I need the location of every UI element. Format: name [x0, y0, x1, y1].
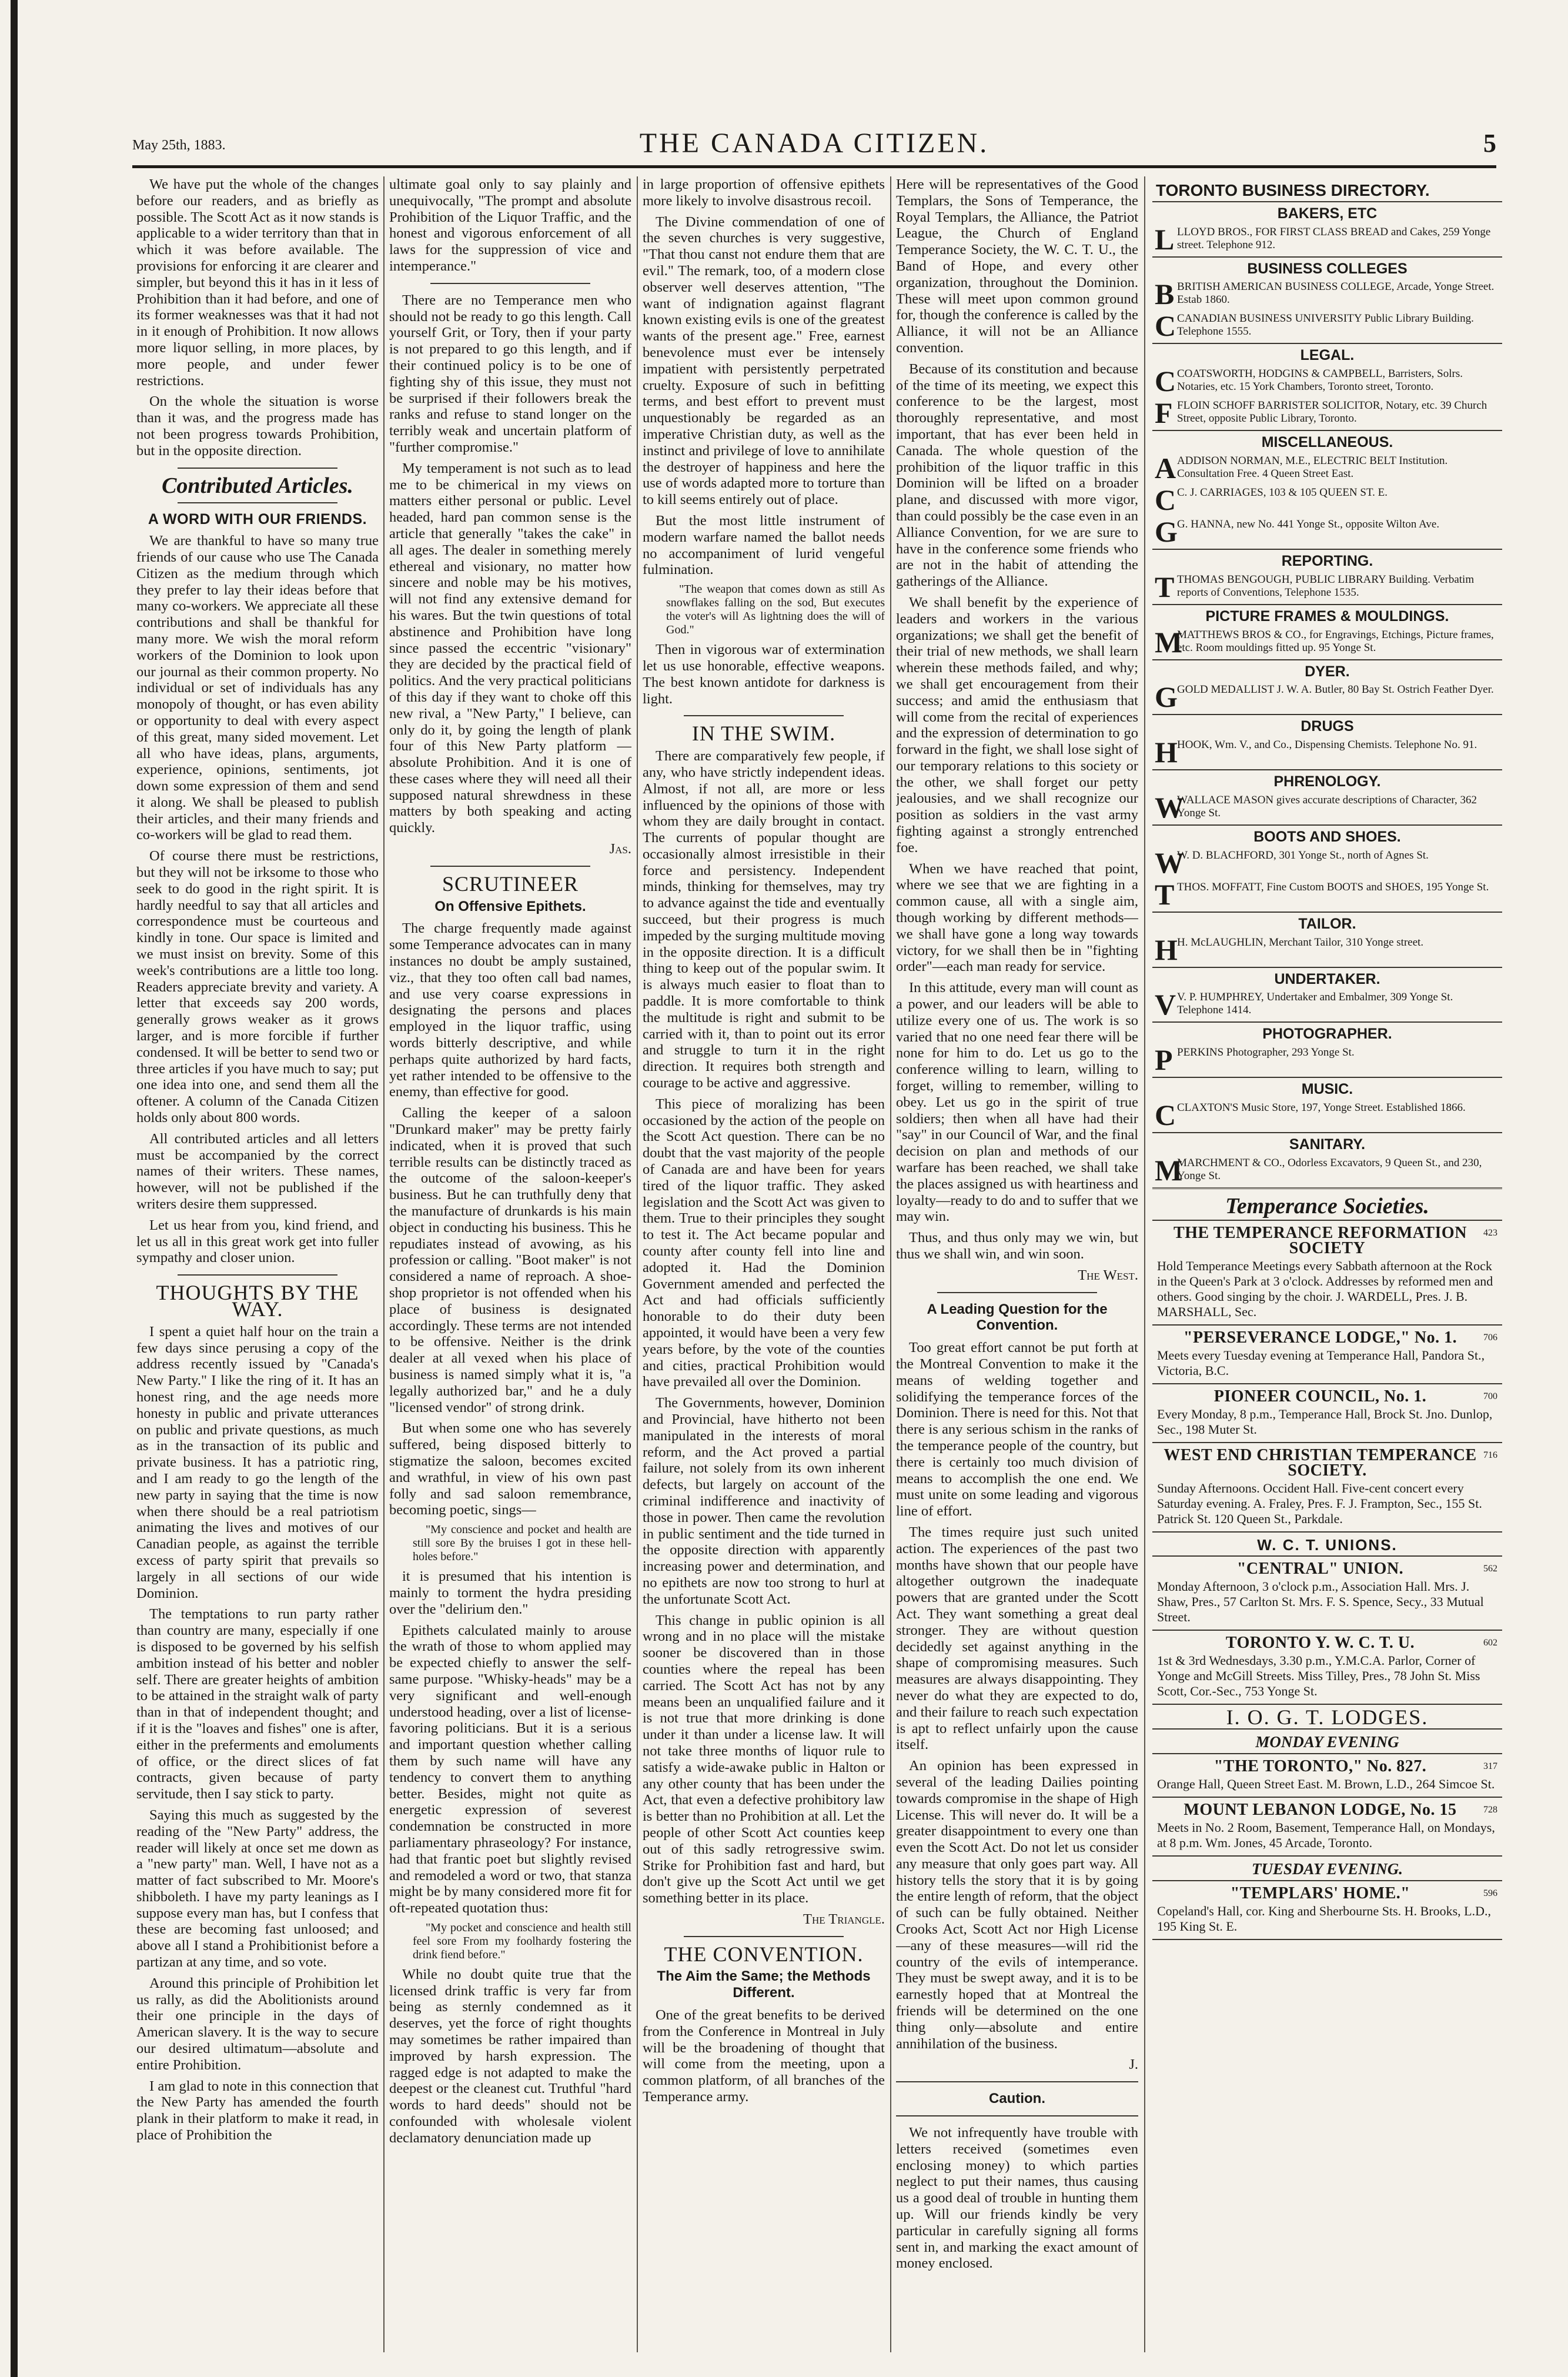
drop-cap: M [1155, 1153, 1183, 1187]
article-title: THE CONVENTION. [664, 1942, 864, 1966]
paragraph: The charge frequently made against some Temperance advocates can in many instances no doubt be amply sustained, viz., that they too often call bad names, and use very coarse expressions in designating the persons and places employed in the liquor traffic, using words bitterly descriptive, and while perhaps quite authorized by hard facts, yet rather intended to be offensive to the enemy, than effective for good. [389, 920, 631, 1100]
directory-entry [1152, 572, 1502, 604]
paragraph: My temperament is not such as to lead me to be chimerical in my views on matters either personal or public. Level headed, hard pan common sense is the article that generally "takes the cake" in all ages. The dealer in something merely ethereal and visionary, no matter how sincere and noble may be his motives, will not find any extensive demand for his wares. But the twin questions of total abstinence and Prohibition have long since passed the eccentric "visionary" they are decided by the practical field of politics. And the very practical politicians of this day if they want to choke off this new rival, a "New Party," I believe, can only do it, by going the length of plank four of this New Party platform — absolute Prohibition. And it is one of these cases where they will need all their supposed natural shrewdness in these matters by both speaking and acting quickly. [389, 460, 631, 836]
verse-quote: "My conscience and pocket and health are still sore By the bruises I got in these hell-holes before." [413, 1523, 631, 1564]
drop-cap: C [1155, 365, 1176, 398]
directory-entry-text: THOMAS BENGOUGH, PUBLIC LIBRARY Building. Verbatim reports of Conventions, Telephone 1535. [1177, 573, 1475, 599]
issue-date: May 25th, 1883. [132, 138, 226, 153]
paragraph: Of course there must be restrictions, but they will not be irksome to those who seek to do good in the right spirit. It is hardly needful to say that all articles and correspondence must be courteous and kindly in tone. Our space is limited and we must insist on brevity. Some of this week's contributions are a little too long. Readers appreciate brevity and variety. A letter that exceeds say 200 words, generally grows weaker as it grows larger, and is more forcible if further condensed. It will be better to send two or three articles if you have much to say; put one idea into one, and send them all the oftener. A column of the Canada Citizen holds only about 800 words. [136, 848, 379, 1126]
directory-entry-text: THOS. MOFFATT, Fine Custom BOOTS and SHOES, 195 Yonge St. [1177, 880, 1489, 893]
tuesday-heading: TUESDAY EVENING. [1152, 1857, 1502, 1881]
paragraph: On the whole the situation is worse than it was, and the progress made has not been progress towards Prohibition, but in the opposite direction. [136, 393, 379, 459]
drop-cap: L [1155, 222, 1175, 256]
drop-cap: C [1155, 309, 1176, 343]
divider [178, 502, 337, 503]
directory-entry-text: MATTHEWS BROS & CO., for Engravings, Etchings, Picture frames, etc. Room mouldings fitted up. 95 Yonge St. [1177, 628, 1494, 654]
paragraph: in large proportion of offensive epithets more likely to involve disastrous recoil. [643, 176, 885, 209]
signature: Jas. [609, 841, 631, 857]
paragraph: There are comparatively few people, if any, who have strictly independent ideas. Almost, if not all, are more or less influenced by the opinions of those with whom they are daily brought in contact. The currents of popular thought are occasionally almost irresistible in their force and persistency. Independent minds, thinking for themselves, may try to advance against the tide and eventually succeed, but their progress is much impeded by the surging multitude moving in the opposite direction. It is a difficult thing to keep out of the popular swim. It is always much easier to float than to paddle. It is more comfortable to think the multitude is right and submit to be carried with it, than to point out its error and struggle to turn it in the right direction. It requires both strength and courage to be active and aggressive. [643, 748, 885, 1091]
notice-number: 706 [1483, 1332, 1497, 1343]
drop-cap: W [1155, 846, 1184, 879]
society-name: WEST END CHRISTIAN TEMPERANCE SOCIETY. [1164, 1445, 1477, 1480]
society-details: Orange Hall, Queen Street East. M. Brown, L.D., 264 Simcoe St. [1157, 1776, 1495, 1791]
directory-entry-text: LLOYD BROS., FOR FIRST CLASS BREAD and Cakes, 259 Yonge street. Telephone 912. [1177, 225, 1491, 251]
column-3 [643, 176, 885, 2352]
column-1 [136, 176, 379, 2352]
society-name: MOUNT LEBANON LODGE, No. 15 [1183, 1800, 1457, 1819]
society-details: 1st & 3rd Wednesdays, 3.30 p.m., Y.M.C.A. Parlor, Corner of Yonge and McGill Streets. Miss Tilley, Pres., 78 John St. Miss Scott, Cor.-Sec., 753 Yonge St. [1157, 1653, 1480, 1699]
society-name: PIONEER COUNCIL, No. 1. [1213, 1387, 1427, 1405]
paragraph: Around this principle of Prohibition let us rally, as did the Abolitionists around their one principle in the days of American slavery. It is the way to secure our desired ultimatum—absolute and entire Prohibition. [136, 1975, 379, 2073]
paragraph: The temptations to run party rather than country are many, especially if one is disposed to be governed by his selfish ambition instead of his better and nobler self. There are greater heights of ambition to be attained in the straight walk of party than in that of independent thought; and if it is the "loaves and fishes" one is after, either in the preferments and emoluments of office, or the direct slices of fat contracts, given because of party servitude, then I say stick to party. [136, 1606, 379, 1802]
directory-entry [1152, 935, 1502, 967]
notice-title: Caution. [989, 2091, 1045, 2107]
society-notice [1152, 1326, 1502, 1384]
lodges-heading: I. O. G. T. LODGES. [1152, 1705, 1502, 1730]
binding-edge [11, 0, 18, 2377]
column-divider [1144, 176, 1145, 2352]
notice-number: 562 [1483, 1564, 1497, 1574]
section-heading: Contributed Articles. [162, 473, 353, 498]
directory-section-heading: UNDERTAKER. [1152, 967, 1502, 990]
divider [178, 468, 337, 469]
article-subtitle: The Aim the Same; the Methods Different. [657, 1968, 871, 2001]
society-notice [1152, 1631, 1502, 1705]
paragraph: But when some one who has severely suffered, being disposed bitterly to stigmatize the saloon, becomes excited and wrathful, in view of his own past folly and sad saloon remembrance, becoming poetic, sings— [389, 1420, 631, 1518]
paragraph: The Governments, however, Dominion and Provincial, have hitherto not been manipulated in the interests of moral reform, and the Act proved a partial failure, not solely from its own inherent defects, but largely on account of the criminal indifference and inactivity of those in power. Then came the revolution in public sentiment and the tide turned in the opposite direction with apparently increasing power and determination, and no epithets are now too strong to hurl at the unfortunate Scott Act. [643, 1395, 885, 1607]
masthead [132, 125, 1496, 165]
drop-cap: G [1155, 515, 1178, 548]
directory-entry-text: FLOIN SCHOFF BARRISTER SOLICITOR, Notary, etc. 39 Church Street, opposite Public Library, Toronto. [1177, 399, 1487, 425]
column-2 [389, 176, 631, 2352]
divider [684, 1936, 844, 1937]
directory-section-heading: PHOTOGRAPHER. [1152, 1021, 1502, 1045]
divider [178, 1274, 337, 1276]
directory-section-heading: BOOTS AND SHOES. [1152, 824, 1502, 848]
monday-lodge-list [1152, 1754, 1502, 1857]
society-notice [1152, 1881, 1502, 1940]
signature: The West. [1078, 1267, 1138, 1283]
paragraph: While no doubt quite true that the licensed drink traffic is very far from being as sternly condemned as it deserves, yet the force of right thoughts may sometimes be rather impaired than improved by harsh expression. The ragged edge is not adapted to make the deepest or the cleanest cut. Truthful "hard words to hard deeds" should not be confounded with wholesale violent declamatory denunciation made up [389, 1966, 631, 2146]
society-name: "THE TORONTO," No. 827. [1213, 1757, 1427, 1775]
drop-cap: G [1155, 680, 1178, 714]
paragraph: Thus, and thus only may we win, but thus we shall win, and win soon. [896, 1230, 1138, 1262]
society-notice [1152, 1221, 1502, 1326]
page-number: 5 [1483, 129, 1496, 158]
paragraph: Let us hear from you, kind friend, and let us all in this great work get into fuller sympathy and closer union. [136, 1217, 379, 1266]
column-divider [890, 176, 891, 2352]
business-directory [1152, 176, 1502, 2352]
drop-cap: F [1155, 396, 1173, 430]
paragraph: All contributed articles and all letters must be accompanied by the correct names of their writers. These names, however, will not be published if the writers desire them suppressed. [136, 1130, 379, 1213]
society-notice [1152, 1443, 1502, 1533]
article-subtitle: On Offensive Epithets. [434, 898, 586, 914]
drop-cap: H [1155, 933, 1178, 966]
directory-entry [1152, 279, 1502, 311]
paragraph: There are no Temperance men who should not be ready to go this length. Call yourself Grit, or Tory, then if your party is not prepared to go this length, and if their continued policy is to be one of fighting shy of this issue, they must not be surprised if their followers break the ranks and refuse to stand longer on the terribly weak and uncertain platform of "further compromise." [389, 292, 631, 455]
newspaper-title: THE CANADA CITIZEN. [639, 128, 989, 159]
directory-entry-text: MARCHMENT & CO., Odorless Excavators, 9 Queen St., and 230, Yonge St. [1177, 1156, 1482, 1182]
paragraph: it is presumed that his intention is mainly to torment the hydra presiding over the "delirium den." [389, 1568, 631, 1617]
directory-entry-text: W. D. BLACHFORD, 301 Yonge St., north of Agnes St. [1177, 849, 1429, 862]
directory-entry-text: H. McLAUGHLIN, Merchant Tailor, 310 Yonge street. [1177, 936, 1424, 949]
notice-number: 596 [1483, 1888, 1497, 1898]
paragraph: We have put the whole of the changes before our readers, and as briefly as possible. The Scott Act as it now stands is applicable to a wider territory than that in which it was before available. The provisions for enforcing it are clearer and simpler, but beyond this it has in it less of Prohibition than it had before, and one of its former weaknesses was that it had not in it enough of Prohibition. It now allows more liquor selling, in more places, by more people, and under fewer restrictions. [136, 176, 379, 389]
paragraph: I spent a quiet half hour on the train a few days since perusing a copy of the address recently issued by "Canada's New Party." I like the ring of it. It has an honest ring, and the age needs more honesty in public and private utterances on public and private questions, as much as in the transaction of its public and private business. It has a patriotic ring, and I am ready to go the length of the new party in saying that the time is now when there should be a real patriotism animating the lives and motives of our Canadian people, as against the terrible excess of party spirit that prevails so largely in all sections of our wide Dominion. [136, 1323, 379, 1601]
directory-section-heading: TAILOR. [1152, 912, 1502, 935]
divider [430, 283, 590, 284]
directory-entry [1152, 453, 1502, 485]
society-name: TORONTO Y. W. C. T. U. [1225, 1634, 1415, 1652]
paragraph: Then in vigorous war of extermination let us use honorable, effective weapons. The best known antidote for darkness is light. [643, 642, 885, 707]
divider [430, 866, 590, 867]
directory-entry [1152, 682, 1502, 714]
directory-entry [1152, 790, 1502, 824]
drop-cap: V [1155, 988, 1176, 1021]
divider [684, 715, 844, 716]
paragraph: One of the great benefits to be derived from the Conference in Montreal in July will be the broadening of thought that will come from the meeting, upon a common platform, of all branches of the Temperance army. [643, 2007, 885, 2105]
paragraph: Saying this much as suggested by the reading of the "New Party" address, the reader will likely at once set me down as a "new party" man. Well, I have not as a matter of fact subscribed to Mr. Moore's shibboleth. I have my party leanings as I suppose every man has, but I confess that these are becoming fast unloosed; and above all I stand a Prohibitionist before a partizan at any time, and so vote. [136, 1807, 379, 1971]
paragraph: ultimate goal only to say plainly and unequivocally, "The prompt and absolute Prohibition of the Liquor Traffic, and the honest and vigorous enforcement of all laws for the suppression of vice and intemperance." [389, 176, 631, 274]
society-details: Meets in No. 2 Room, Basement, Temperance Hall, on Mondays, at 8 p.m. Wm. Jones, 45 Arcade, Toronto. [1157, 1820, 1495, 1850]
society-notice [1152, 1557, 1502, 1631]
column-4 [896, 176, 1138, 2352]
paragraph: When we have reached that point, where we see that we are fighting in a common cause, all with a single aim, though working by different methods—we shall have gone a long way towards victory, for we shall then be in "fighting order"—each man ready for service. [896, 860, 1138, 975]
society-notice [1152, 1798, 1502, 1857]
paragraph: This change in public opinion is all wrong and in no place will the mistake sooner be discovered than in those counties where the repeal has been carried. The Scott Act has not by any means been an unqualified failure and it is not true that more drinking is done under it than under a license law. It will not take three months of liquor rule to satisfy a wide-awake public in Halton or any other county that has been under the Act, that even a defective prohibitory law is better than no Prohibition at all. Let the people of other Scott Act counties keep out of this sadly retrogressive swim. Strike for Prohibition fast and hard, but don't give up the Scott Act until we get something better in its place. [643, 1612, 885, 1907]
directory-section-heading: SANITARY. [1152, 1132, 1502, 1156]
drop-cap: P [1155, 1043, 1173, 1077]
notice-number: 317 [1483, 1761, 1497, 1771]
directory-entry-text: COATSWORTH, HODGINS & CAMPBELL, Barristers, Solrs. Notaries, etc. 15 York Chambers, Toronto street, Toronto. [1177, 368, 1463, 393]
article-title: IN THE SWIM. [691, 722, 836, 746]
paragraph: The Divine commendation of one of the seven churches is very suggestive, "That thou canst not endure them that are evil." The remark, too, of a modern close observer well deserves attention, "The want of indignation against flagrant known existing evils is one of the greatest wants of the present age." Free, earnest benevolence must ever be intensely impatient with persistently perpetrated cruelty. Exposure of such in befitting terms, and best effort to prevent must unquestionably be regarded as an imperative Christian duty, as well as the instinct and privilege of love to annihilate the destroyer of happiness and here the use of words adapted more to torture than to kill seems entirely out of place. [643, 213, 885, 508]
directory-entry-text: G. HANNA, new No. 441 Yonge St., opposite Wilton Ave. [1177, 518, 1440, 530]
directory-entry [1152, 627, 1502, 659]
paragraph: An opinion has been expressed in several of the leading Dailies pointing towards compromise in the shape of High License. This will never do. It will be a greater disappointment to every one than even the Scott Act. Do not let us consider any measure that only goes part way. All history tells the story that it is by going the entire length of reform, that the object of such can be fully obtained. Neither Crooks Act, Scott Act nor High License—any of these measures—will rid the country of the evils of intemperance. They must be swept away, and it is to be earnestly hoped that at Montreal the friends will be determined on the one thing only—absolute and entire annihilation of the business. [896, 1758, 1138, 2052]
directory-section-heading: PICTURE FRAMES & MOULDINGS. [1152, 604, 1502, 627]
wctu-heading: W. C. T. UNIONS. [1152, 1533, 1502, 1557]
notice-number: 716 [1483, 1450, 1497, 1460]
drop-cap: M [1155, 625, 1183, 659]
directory-section-heading: PHRENOLOGY. [1152, 769, 1502, 793]
paragraph: We are thankful to have so many true friends of our cause who use The Canada Citizen as the medium through which they prefer to lay their ideas before that many co-workers. We appreciate all these contributions and shall be thankful for many more. We wish the moral reform workers of the Dominion to look upon our journal as their common property. No individual or set of individuals has any monopoly of thought, or has even ability or opportunity to deal with every aspect of this great, many sided movement. Let all who have ideas, plans, arguments, experience, opinions, sentiments, jot down some expression of them and send it along. We shall be pleased to publish their articles, and their many friends and co-workers will be glad to read them. [136, 533, 379, 843]
directory-sections [1152, 201, 1502, 1187]
divider [896, 2081, 1138, 2082]
tuesday-lodge-list [1152, 1881, 1502, 1940]
directory-entry [1152, 990, 1502, 1021]
column-divider [383, 176, 385, 2352]
signature: J. [1129, 2056, 1138, 2073]
paragraph: Too great effort cannot be put forth at the Montreal Convention to make it the means of welding together and solidifying the temperance forces of the Dominion. There is need for this. Not that there is any serious schism in the ranks of the temperance people of the country, but there is certainly too much division of means to accomplish the one end. We must unite on some leading and vigorous line of effort. [896, 1340, 1138, 1520]
directory-entry-text: V. P. HUMPHREY, Undertaker and Embalmer, 309 Yonge St. Telephone 1414. [1177, 991, 1453, 1017]
directory-entry [1152, 1045, 1502, 1077]
wctu-list [1152, 1557, 1502, 1705]
society-notice [1152, 1754, 1502, 1798]
drop-cap: W [1155, 790, 1184, 824]
article-title: A Leading Question for the Convention. [927, 1301, 1108, 1334]
society-notice [1152, 1384, 1502, 1443]
society-details: Monday Afternoon, 3 o'clock p.m., Association Hall. Mrs. J. Shaw, Pres., 57 Carlton St. Mrs. F. S. Spence, Secy., 33 Mutual Street. [1157, 1579, 1484, 1625]
column-divider [637, 176, 638, 2352]
directory-entry [1152, 311, 1502, 343]
notice-number: 728 [1483, 1804, 1497, 1815]
masthead-rule [132, 165, 1496, 168]
divider [937, 1292, 1097, 1293]
society-details: Hold Temperance Meetings every Sabbath afternoon at the Rock in the Queen's Park at 3 o'clock. Addresses by reformed men and others. Good singing by the choir. J. WARDELL, Pres. J. B. MARSHALL, Sec. [1157, 1258, 1493, 1319]
paragraph: Epithets calculated mainly to arouse the wrath of those to whom applied may be expected chiefly to answer the self-same purpose. "Whisky-heads" may be a very significant and well-enough understood heading, over a list of license-favoring politicians. But it is a serious and important question whether calling them by such name will have any tendency to convert them to anything better. Besides, might not quite as energetic expression of severest condemnation be constructed in more parliamentary phraseology? For instance, had that frantic poet but slightly revised and remodeled a word or two, that stanza might be by many considered more fit for oft-repeated quotation thus: [389, 1622, 631, 1917]
paragraph: But the most little instrument of modern warfare named the ballot needs no accompaniment of lurid vengeful fulmination. [643, 512, 885, 578]
society-details: Copeland's Hall, cor. King and Sherbourne Sts. H. Brooks, L.D., 195 King St. E. [1157, 1903, 1491, 1934]
temperance-heading: Temperance Societies. [1152, 1187, 1502, 1221]
directory-entry [1152, 222, 1502, 256]
drop-cap: C [1155, 483, 1176, 516]
drop-cap: T [1155, 570, 1175, 603]
paragraph: Because of its constitution and because of the time of its meeting, we expect this conference to be the largest, most thoroughly representative, and most important, that has ever been held in Canada. The whole question of the prohibition of the liquor traffic in this Dominion will be lifted on a broader plane, and discussed with more vigor, than could possibly be the case even in an Alliance Convention, for we are sure to have in the conference some friends who are not in the habit of attending the gatherings of the Alliance. [896, 360, 1138, 590]
directory-entry-text: HOOK, Wm. V., and Co., Dispensing Chemists. Telephone No. 91. [1177, 739, 1477, 752]
paragraph: I am glad to note in this connection that the New Party has amended the fourth plank in their platform to make it read, in place of Prohibition the [136, 2078, 379, 2144]
directory-section-heading: LEGAL. [1152, 343, 1502, 366]
society-details: Sunday Afternoons. Occident Hall. Five-cent concert every Saturday evening. A. Fraley, Pres. F. J. Frampton, Sec., 155 St. Patrick St. 120 Queen St., Parkdale. [1157, 1480, 1482, 1526]
drop-cap: H [1155, 736, 1178, 769]
directory-entry-text: WALLACE MASON gives accurate descriptions of Character, 362 Yonge St. [1177, 793, 1477, 819]
directory-section-heading: BAKERS, ETC [1152, 201, 1502, 225]
notice-number: 700 [1483, 1391, 1497, 1401]
directory-entry [1152, 1153, 1502, 1187]
directory-section-heading: MUSIC. [1152, 1077, 1502, 1100]
directory-entry [1152, 877, 1502, 912]
directory-entry [1152, 398, 1502, 430]
paragraph: This piece of moralizing has been occasioned by the action of the people on the Scott Act question. There can be no doubt that the vast majority of the people of Canada are and have been for years tired of the liquor traffic. They asked legislation and the Scott Act was given to them. True to their principles they sought to test it. The Act became popular and county after county fell into line and adopted it. Had the Dominion Government amended and perfected the Act and had officials sufficiently honorable to do their duty been appointed, it would have been a very few years before, by the vote of the counties and cities, practical Prohibition would have prevailed all over the Dominion. [643, 1096, 885, 1390]
paragraph: In this attitude, every man will count as a power, and our leaders will be able to utilize every one of us. The work is so varied that no one need fear there will be none for him to do. Let us go to the conference willing to learn, willing to forget, willing to remember, willing to obey. Let us go in the spirit of true soldiers; then when all have had their "say" in our Council of War, and the final decision on plan and methods of our warfare has been reached, we shall take the places assigned us with heartiness and loyalty—ready to do and to suffer that we may win. [896, 980, 1138, 1225]
directory-section-heading: BUSINESS COLLEGES [1152, 256, 1502, 280]
directory-entry [1152, 737, 1502, 769]
society-name: "PERSEVERANCE LODGE," No. 1. [1183, 1328, 1457, 1347]
paragraph: Here will be representatives of the Good Templars, the Sons of Temperance, the Royal Templars, the Alliance, the Patriot League, the Church of England Temperance Society, the W. C. T. U., the Band of Hope, and every other organization, throughout the Dominion. These will meet upon common ground for, though the conference is called by the Alliance, it will not be an Alliance convention. [896, 176, 1138, 356]
directory-entry-text: BRITISH AMERICAN BUSINESS COLLEGE, Arcade, Yonge Street. Estab 1860. [1177, 281, 1495, 306]
society-name: "TEMPLARS' HOME." [1230, 1884, 1410, 1902]
society-details: Every Monday, 8 p.m., Temperance Hall, Brock St. Jno. Dunlop, Sec., 198 Muter St. [1157, 1406, 1493, 1437]
drop-cap: C [1155, 1098, 1176, 1131]
directory-entry-text: PERKINS Photographer, 293 Yonge St. [1177, 1046, 1355, 1059]
paragraph: Calling the keeper of a saloon "Drunkard maker" may be pretty fairly indicated, when it is proved that such terrible results can be distinctly traced as the outcome of the saloon-keeper's business. But he can truthfully deny that the manufacture of drunkards is his main object in conducting his business. This he repudiates instead of avowing, as his profession or calling. "Boot maker" is not considered a name of reproach. A shoe-shop proprietor is not offended when his place of business is designated accordingly. These terms are not intended to be offensive. Neither is the drink dealer at all vexed when his place of business is named simply what it is, "a legally authorized bar," and he a duly "licensed vendor" of strong drink. [389, 1105, 631, 1415]
paragraph: We shall benefit by the experience of leaders and workers in the various organizations; we shall get the benefit of their trial of new methods, we shall learn wherein these methods failed, and why; we shall get encouragement from their success; and amid the enthusiasm that will come from the recital of experiences and the expression of determination to go forward in the fight, we shall lose sight of our temporary relations to this society or the other, we shall forget our petty jealousies, and we shall recognize our position as soldiers in the vast army fighting against a strongly entrenched foe. [896, 594, 1138, 856]
directory-entry [1152, 366, 1502, 398]
society-list [1152, 1221, 1502, 1533]
article-title: SCRUTINEER [442, 872, 579, 896]
directory-entry-text: C. J. CARRIAGES, 103 & 105 QUEEN ST. E. [1177, 486, 1388, 499]
notice-number: 602 [1483, 1638, 1497, 1648]
directory-section-heading: REPORTING. [1152, 549, 1502, 572]
verse-quote: "The weapon that comes down as still As snowflakes falling on the sod, But executes the voter's will As lightning does the will of God." [666, 583, 885, 637]
article-title: THOUGHTS BY THE WAY. [156, 1281, 359, 1321]
directory-entry [1152, 848, 1502, 880]
directory-section-heading: DRUGS [1152, 714, 1502, 737]
directory-title: TORONTO BUSINESS DIRECTORY. [1156, 181, 1430, 199]
directory-entry-text: ADDISON NORMAN, M.E., ELECTRIC BELT Institution. Consultation Free. 4 Queen Street East. [1177, 454, 1448, 480]
notice-number: 423 [1483, 1227, 1497, 1238]
drop-cap: T [1155, 877, 1175, 911]
divider [896, 2115, 1138, 2116]
directory-entry [1152, 517, 1502, 549]
society-details: Meets every Tuesday evening at Temperance Hall, Pandora St., Victoria, B.C. [1157, 1347, 1485, 1378]
drop-cap: B [1155, 278, 1175, 311]
directory-entry-text: CLAXTON'S Music Store, 197, Yonge Street. Established 1866. [1177, 1101, 1466, 1114]
signature: The Triangle. [803, 1911, 885, 1927]
paragraph: The times require just such united action. The experiences of the past two months have shown that our people have altogether outgrown the inadequate powers that are granted under the Scott Act. They want something a great deal stronger. They are without question decidedly set against anything in the shape of compromising measures. Such measures are always disappointing. They never do what they are expected to do, and their failure to reach such expectation is apt to reflect unfairly upon the cause itself. [896, 1524, 1138, 1753]
society-name: THE TEMPERANCE REFORMATION SOCIETY [1174, 1223, 1467, 1257]
directory-entry [1152, 485, 1502, 517]
directory-section-heading: MISCELLANEOUS. [1152, 430, 1502, 453]
article-title: A WORD WITH OUR FRIENDS. [148, 511, 367, 528]
monday-heading: MONDAY EVENING [1152, 1730, 1502, 1754]
notice-text: We not infrequently have trouble with letters received (sometimes even enclosing money) to which parties neglect to put their names, thus causing us a good deal of trouble in hunting them up. Will our friends kindly be very particular in carefully signing all forms sent in, and marking the exact amount of money enclosed. [896, 2125, 1138, 2272]
directory-section-heading: DYER. [1152, 659, 1502, 683]
directory-entry [1152, 1100, 1502, 1132]
verse-quote: "My pocket and conscience and health still feel sore From my foolhardy fostering the drink fiend before." [413, 1921, 631, 1961]
directory-entry-text: GOLD MEDALLIST J. W. A. Butler, 80 Bay St. Ostrich Feather Dyer. [1177, 683, 1494, 696]
society-name: "CENTRAL" UNION. [1236, 1560, 1404, 1578]
drop-cap: A [1155, 451, 1176, 485]
directory-entry-text: CANADIAN BUSINESS UNIVERSITY Public Library Building. Telephone 1555. [1177, 312, 1474, 338]
